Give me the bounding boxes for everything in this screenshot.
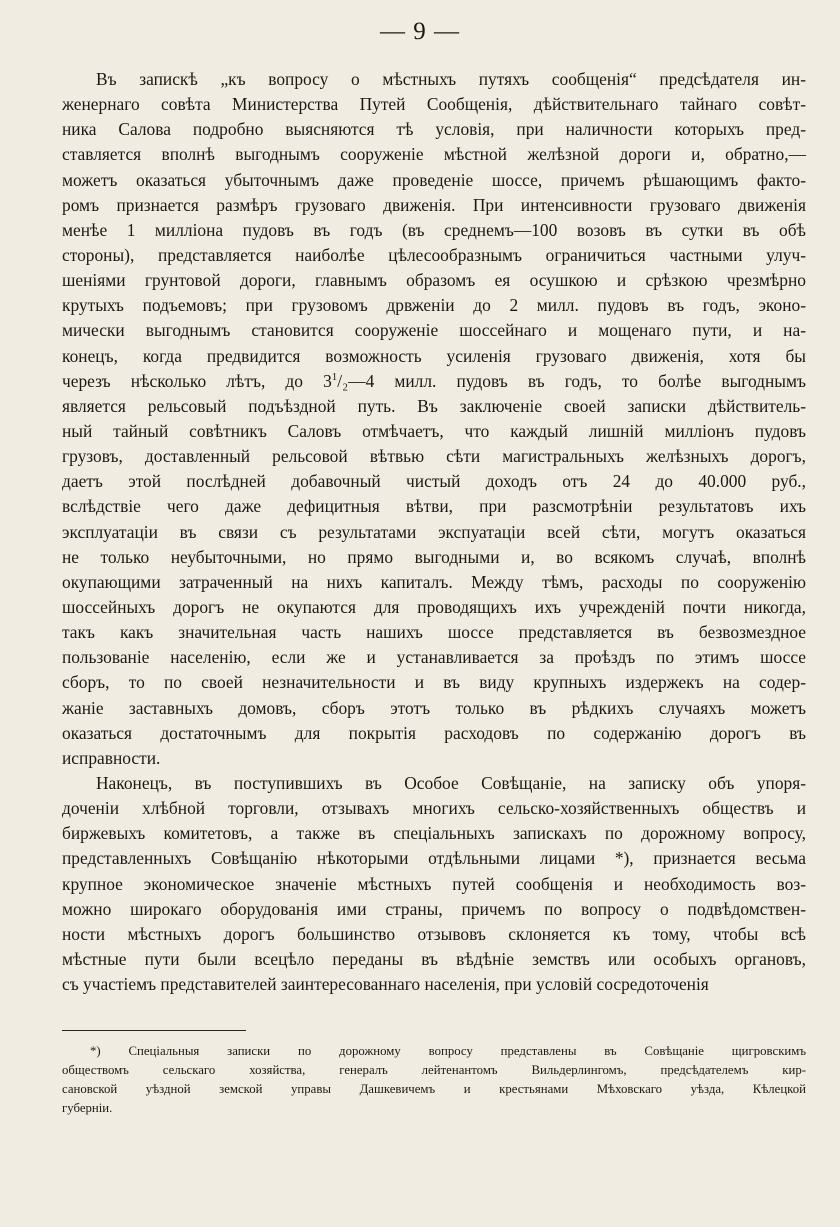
- text-line: оказаться достаточнымъ для покрытія расходовъ по содержанію дорогъ въ: [62, 722, 806, 743]
- text-line: [62, 344, 806, 369]
- text-line: можетъ оказаться убыточнымъ даже проведеніе шоссе, причемъ рѣшающимъ факто-: [62, 169, 806, 190]
- text-line: даетъ этой послѣдней добавочный чистый доходъ отъ 24 до 40.000 руб.,: [62, 471, 806, 492]
- text-line: съ участіемъ представителей заинтересованнаго населенія, при условій сосредоточенія: [62, 974, 709, 995]
- text-line: шоссейныхъ дорогъ не окупаются для проводящихъ ихъ учрежденій почти никогда,: [62, 596, 806, 617]
- text-line: шеніями грунтовой дороги, главнымъ образомъ ея осушкою и срѣзкою чрезмѣрно: [62, 270, 806, 291]
- text-line: исправности.: [62, 747, 161, 768]
- text-line: мѣстные пути были всецѣло переданы въ вѣдѣніе земствъ или особыхъ органовъ,: [62, 948, 806, 969]
- text-line: ный тайный совѣтникъ Саловъ отмѣчаетъ, что каждый лишній милліонъ пудовъ: [62, 420, 806, 441]
- text-line: ромъ признается размѣръ грузоваго движенія. При интенсивности грузоваго движенія: [62, 194, 806, 215]
- text-line: Наконецъ, въ поступившихъ въ Особое Совѣщаніе, на записку объ упоря-: [96, 772, 806, 793]
- text-line: можно широкаго оборудованія ими страны, причемъ по вопросу о подвѣдомствен-: [62, 898, 806, 919]
- text-segment: /₂—4 милл. пудовъ въ годъ, то болѣе выгоднымъ: [337, 370, 806, 391]
- text-line: жаніе заставныхъ домовъ, сборъ этотъ только въ рѣдкихъ случаяхъ можетъ: [62, 697, 806, 718]
- text-line: Въ запискѣ „къ вопросу о мѣстныхъ путяхъ сообщенія“ предсѣдателя ин-: [96, 69, 806, 89]
- text-line: вслѣдствіе чего даже дефицитныя вѣтви, при разсмотрѣніи результатовъ ихъ: [62, 496, 806, 517]
- footnote-line: сановской уѣздной земской управы Дашкевичемъ и крестьянами Мѣховскаго уѣзда, Кѣлецкой: [62, 1082, 806, 1096]
- text-line: грузовъ, доставленный рельсовой вѣтвью сѣти магистральныхъ желѣзныхъ дорогъ,: [62, 446, 806, 467]
- text-line: [62, 369, 806, 394]
- text-line: биржевыхъ комитетовъ, а также въ спеціальныхъ запискахъ по дорожному вопросу,: [62, 823, 806, 844]
- page-number: — 9 —: [380, 18, 460, 45]
- footnote-line: губерніи.: [62, 1101, 113, 1115]
- body-text: [62, 67, 806, 997]
- text-line: мически выгоднымъ становится сооруженіе шоссейнаго и мощенаго пути, и на-: [62, 320, 806, 341]
- footnote-line: *) Спеціальныя записки по дорожному вопросу представлены въ Совѣщаніе щигровскимъ: [90, 1044, 806, 1058]
- text-line: такъ какъ значительная часть нашихъ шоссе представляется въ безвозмездное: [62, 622, 806, 643]
- text-line: стороны), представляется наиболѣе цѣлесообразнымъ ограничиться частными улуч-: [62, 244, 806, 265]
- text-line: не только неубыточными, но прямо выгодными и, во всякомъ случаѣ, вполнѣ: [62, 546, 806, 567]
- footnote: [62, 1042, 806, 1118]
- text-segment: черезъ нѣсколько лѣтъ, до 3: [62, 370, 332, 391]
- text-line: пользованіе населенію, если же и устанавливается за проѣздъ по этимъ шоссе: [62, 647, 806, 668]
- text-line: крупное экономическое значеніе мѣстныхъ путей сообщенія и необходимость воз-: [62, 873, 806, 894]
- text-line: доченіи хлѣбной торговли, отзывахъ многихъ сельско-хозяйственныхъ обществъ и: [62, 798, 806, 819]
- text-line: ставляется вполнѣ выгоднымъ сооруженіе мѣстной желѣзной дороги и, обратно,—: [62, 144, 806, 165]
- text-line: менѣе 1 милліона пудовъ въ годъ (въ среднемъ—100 возовъ въ сутки въ обѣ: [62, 219, 806, 240]
- text-line: является рельсовый подъѣздной путь. Въ заключеніе своей записки дѣйствитель-: [62, 395, 806, 416]
- text-segment: конецъ, когда предвидится возможность усиленія грузоваго движенія, хотя бы: [62, 345, 806, 366]
- superscript: 1: [331, 370, 338, 383]
- text-line: сборъ, то по своей незначительности и въ виду крупныхъ издержекъ на содер-: [62, 672, 806, 693]
- text-line: крутыхъ подъемовъ; при грузовомъ дрвженіи до 2 милл. пудовъ въ годъ, эконо-: [62, 295, 806, 316]
- text-line: эксплуатаціи въ связи съ результатами экспуатаціи всей сѣти, могутъ оказаться: [62, 521, 806, 542]
- text-line: ности мѣстныхъ дорогъ большинство отзывовъ склоняется къ тому, чтобы всѣ: [62, 923, 806, 944]
- text-line: женернаго совѣта Министерства Путей Сообщенія, дѣйствительнаго тайнаго совѣт-: [62, 94, 806, 115]
- text-line: представленныхъ Совѣщанію нѣкоторыми отдѣльными лицами *), признается весьма: [62, 848, 806, 869]
- footnote-divider: [62, 1030, 246, 1031]
- text-line: ника Салова подробно выясняются тѣ условія, при наличности которыхъ пред-: [62, 119, 806, 140]
- text-line: окупающими затраченный на нихъ капиталъ. Между тѣмъ, расходы по сооруженію: [62, 571, 806, 592]
- footnote-line: обществомъ сельскаго хозяйства, генералъ лейтенантомъ Вильдерлингомъ, предсѣдателемъ кир-: [62, 1063, 806, 1077]
